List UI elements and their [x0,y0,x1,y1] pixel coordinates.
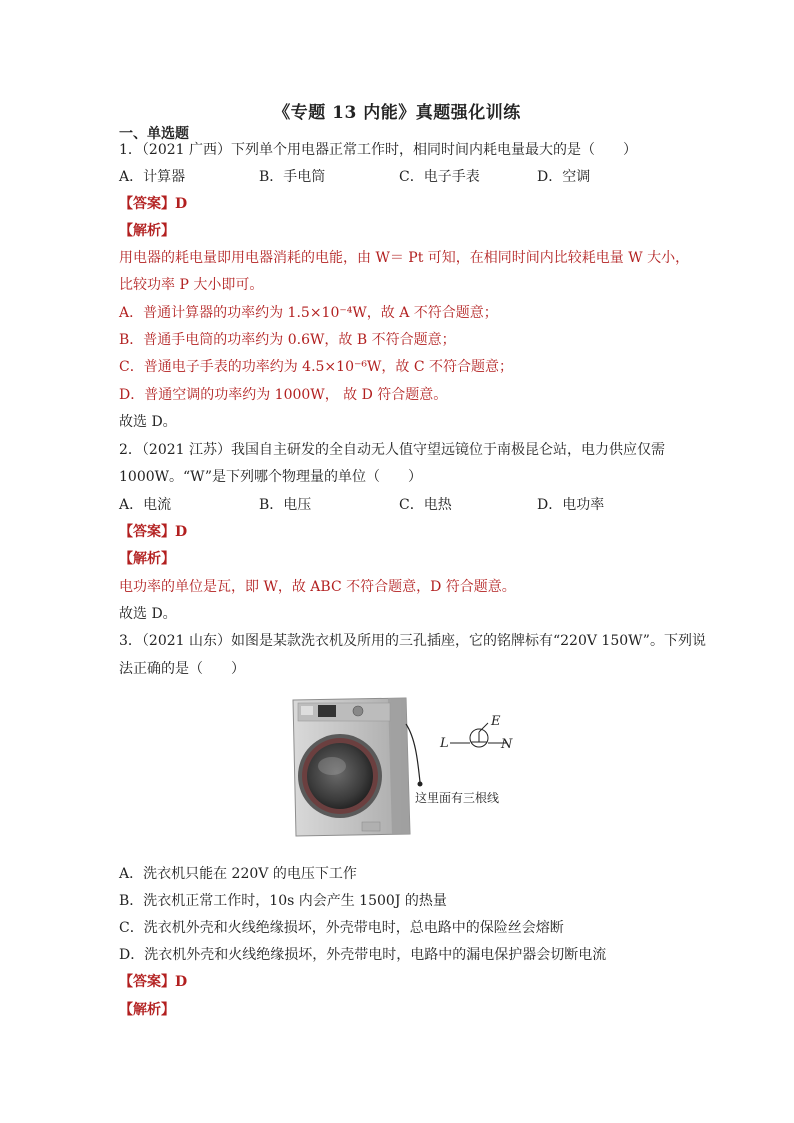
q3-analysis-tag: 【解析】 [119,1002,175,1018]
q1-explain-b: B．普通手电筒的功率约为 0.6W，故 B 不符合题意； [119,332,456,348]
q1-analysis-tag: 【解析】 [119,223,175,239]
q1-conclusion: 故选 D。 [119,414,177,430]
q2-option-c: C．电热 [399,497,452,513]
q2-option-a: A．电流 [119,497,172,513]
q2-conclusion: 故选 D。 [119,606,177,622]
q3-stem-2: 法正确的是（ ） [119,661,245,677]
q1-explain-1: 用电器的耗电量即用电器消耗的电能，由 W＝ Pt 可知，在相同时间内比较耗电量 W 大小， [119,250,690,266]
q2-analysis-tag: 【解析】 [119,551,175,567]
q3-option-c: C．洗衣机外壳和火线绝缘损坏，外壳带电时，总电路中的保险丝会熔断 [119,920,564,936]
q2-stem-1: 2．（2021 江苏）我国自主研发的全自动无人值守望远镜位于南极昆仑站，电力供应仅需 [119,442,665,458]
q2-stem-2: 1000W。“W”是下列哪个物理量的单位（ ） [119,469,422,485]
page-title: 《专题 13 内能》真题强化训练 [273,103,521,123]
socket-label-e: E [491,714,501,729]
q3-option-b: B．洗衣机正常工作时，10s 内会产生 1500J 的热量 [119,893,447,909]
section-heading: 一、单选题 [119,126,189,142]
q1-option-a: A．计算器 [119,169,186,185]
q2-answer: 【答案】D [119,524,188,540]
q1-explain-c: C．普通电子手表的功率约为 4.5×10⁻⁶W，故 C 不符合题意； [119,359,513,375]
socket-label-l: L [440,736,449,751]
washing-machine-illustration [288,694,528,844]
washing-machine-figure [288,694,528,844]
q3-stem-1: 3．（2021 山东）如图是某款洗衣机及所用的三孔插座，它的铭牌标有“220V 150W”。下列说 [119,633,706,649]
figure-caption: 这里面有三根线 [415,791,500,805]
q3-option-a: A．洗衣机只能在 220V 的电压下工作 [119,866,357,882]
q3-answer: 【答案】D [119,974,188,990]
q1-option-c: C．电子手表 [399,169,480,185]
q3-option-d: D．洗衣机外壳和火线绝缘损坏，外壳带电时，电路中的漏电保护器会切断电流 [119,947,607,963]
q1-option-d: D．空调 [537,169,591,185]
q1-answer: 【答案】D [119,196,188,212]
q1-explain-2: 比较功率 P 大小即可。 [119,277,264,293]
q1-explain-a: A．普通计算器的功率约为 1.5×10⁻⁴W，故 A 不符合题意； [119,305,498,321]
q1-explain-d: D．普通空调的功率约为 1000W， 故 D 符合题意。 [119,387,448,403]
q2-option-d: D．电功率 [537,497,605,513]
socket-label-n: N [501,737,513,752]
q2-explain: 电功率的单位是瓦，即 W，故 ABC 不符合题意，D 符合题意。 [119,579,516,595]
q1-stem: 1．（2021 广西）下列单个用电器正常工作时，相同时间内耗电量最大的是（ ） [119,142,637,158]
q1-option-b: B．手电筒 [259,169,326,185]
q2-option-b: B．电压 [259,497,312,513]
